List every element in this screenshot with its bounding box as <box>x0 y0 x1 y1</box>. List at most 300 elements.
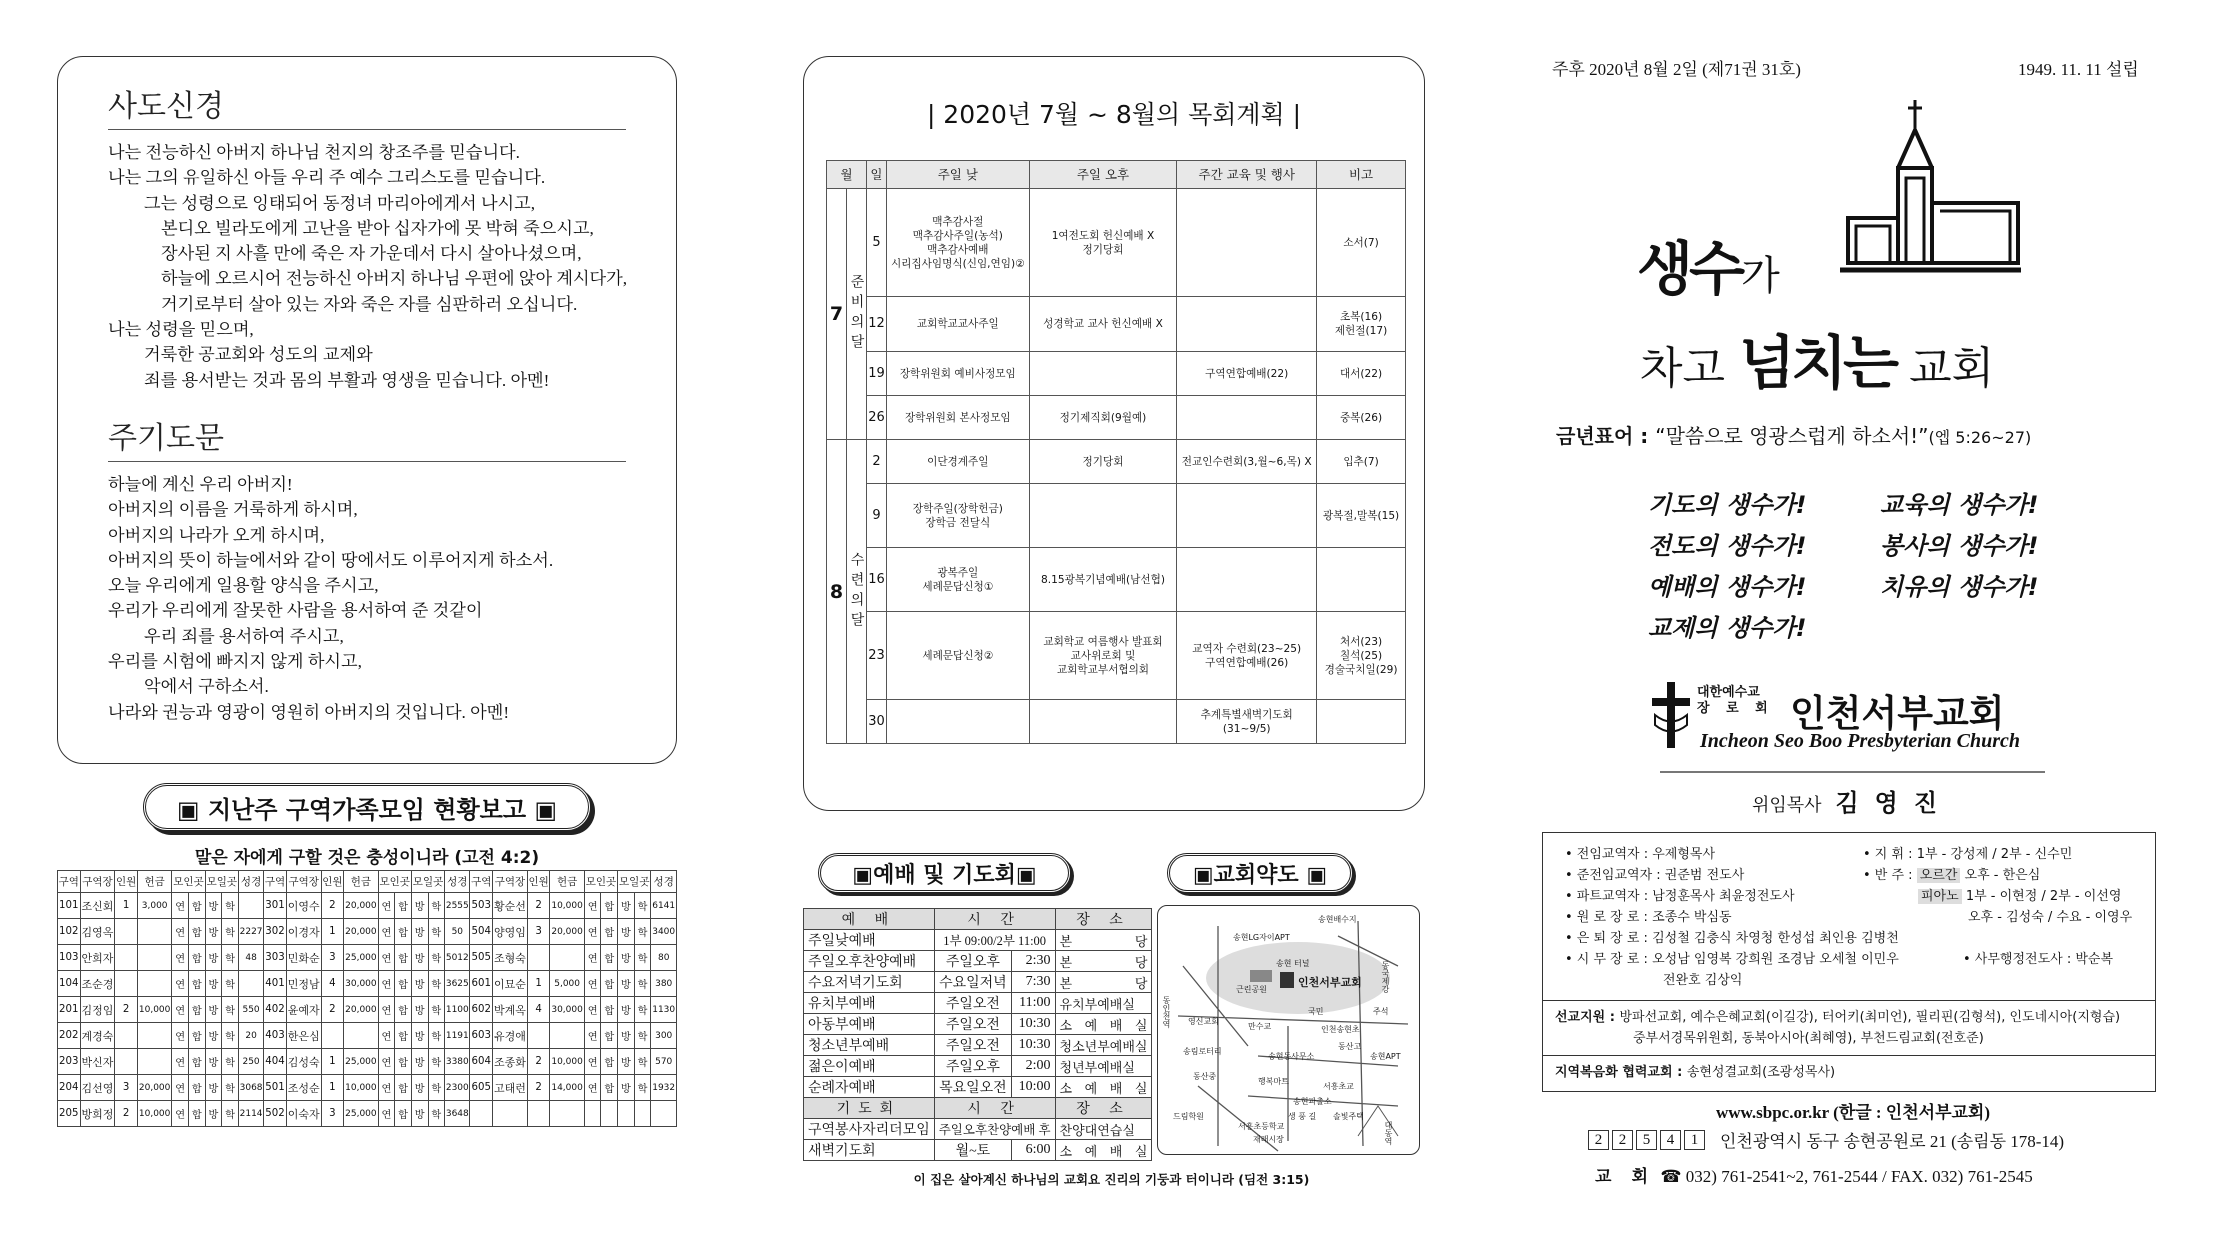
report-header-cell: 성경 <box>651 871 677 893</box>
report-cell: 방 <box>618 893 635 919</box>
report-header-cell: 구역장 <box>286 871 321 893</box>
map-label: 주석 <box>1373 1007 1389 1016</box>
local-text: 송현성결교회(조광성목사) <box>1686 1065 1836 1080</box>
issue-number: 주후 2020년 8월 2일 (제71권 31호) <box>1552 60 1801 79</box>
report-cell: 학 <box>428 997 445 1023</box>
report-cell: 학 <box>428 1075 445 1101</box>
report-cell: 605 <box>470 1075 493 1101</box>
report-cell: 황순선 <box>493 893 528 919</box>
report-cell: 6141 <box>651 893 677 919</box>
worship-cell: 아동부예배 <box>804 1014 935 1035</box>
report-cell: 학 <box>634 1075 651 1101</box>
schedule-item: 초복(16) <box>1339 311 1383 323</box>
report-row <box>58 1023 677 1049</box>
report-cell: 20,000 <box>344 997 378 1023</box>
schedule-am-cell <box>886 440 1029 484</box>
schedule-day: 26 <box>866 396 886 440</box>
report-cell: 14,000 <box>550 1075 584 1101</box>
report-cell: 연 <box>378 945 395 971</box>
schedule-day: 19 <box>866 352 886 396</box>
report-cell: 김정임 <box>80 997 115 1023</box>
schedule-row <box>827 189 1406 297</box>
schedule-item: 정기당회 <box>1082 455 1124 468</box>
mission-line: 중부서경목위원회, 동북아시아(최혜영), 부천드림교회(전호준) <box>1633 1031 1984 1046</box>
report-cell: 연 <box>378 1101 395 1127</box>
schedule-row <box>827 352 1406 396</box>
report-cell: 4 <box>321 971 344 997</box>
schedule-row <box>827 297 1406 352</box>
report-row <box>58 945 677 971</box>
worship-cell: 소 예 배 실 <box>1055 1077 1152 1098</box>
report-cell: 3400 <box>651 919 677 945</box>
schedule-week-cell <box>1177 352 1317 396</box>
zip-digit: 5 <box>1636 1130 1657 1150</box>
prayer-slogan: 전도의 생수가! <box>1648 532 1807 560</box>
phone-line <box>1595 1162 2033 1187</box>
schedule-am-cell <box>886 352 1029 396</box>
report-cell: 연 <box>584 997 601 1023</box>
map-label: 송현LG자이APT <box>1233 933 1290 942</box>
creed-line: 거기로부터 살아 있는 자와 죽은 자를 심판하러 오십니다. <box>161 294 578 314</box>
schedule-item: 8.15광복기념예배(남선협) <box>1041 573 1165 586</box>
report-cell: 학 <box>634 1049 651 1075</box>
schedule-header: 주일 오후 <box>1029 161 1177 189</box>
local-church-line <box>1555 1063 1835 1083</box>
report-cell: 합 <box>395 971 412 997</box>
worship-cell: 7:30 <box>1012 972 1056 993</box>
prayer-line: 아버지의 뜻이 하늘에서와 같이 땅에서도 이루어지게 하소서. <box>108 550 554 570</box>
report-cell: 학 <box>634 971 651 997</box>
report-cell: 2300 <box>445 1075 470 1101</box>
report-row <box>58 1101 677 1127</box>
report-cell: 3 <box>321 945 344 971</box>
creed-line: 나는 전능하신 아버지 하나님 천지의 창조주를 믿습니다. <box>108 143 520 162</box>
worship-cell: 유치부예배 <box>804 993 935 1014</box>
report-cell: 합 <box>395 1075 412 1101</box>
zip-digit: 2 <box>1612 1130 1633 1150</box>
schedule-header: 일 <box>866 161 886 189</box>
report-cell: 연 <box>378 893 395 919</box>
report-cell: 연 <box>172 945 189 971</box>
schedule-item: 장학위원회 예비사정모임 <box>899 367 1016 380</box>
local-label: 지역복음화 협력교회 : <box>1555 1065 1687 1080</box>
worship-cell: 젊은이예배 <box>804 1056 935 1077</box>
schedule-note-cell <box>1317 297 1406 352</box>
schedule-am-cell <box>886 484 1029 548</box>
map-label: 인천송현초 <box>1321 1025 1360 1034</box>
report-cell: 2 <box>527 893 550 919</box>
schedule-week-cell <box>1177 189 1317 297</box>
mission-label: 선교지원 : <box>1555 1010 1620 1025</box>
worship-header-row <box>804 909 1152 930</box>
schedule-item: 성경학교 교사 헌신예배 X <box>1043 318 1163 330</box>
report-cell: 1191 <box>445 1023 470 1049</box>
report-cell: 합 <box>601 893 618 919</box>
report-cell: 1 <box>527 971 550 997</box>
report-cell <box>137 919 171 945</box>
report-header-cell: 모인곳 <box>172 871 205 893</box>
report-cell: 계경숙 <box>80 1023 115 1049</box>
map-label: 대동역 <box>1384 1121 1393 1145</box>
schedule-note-cell <box>1317 548 1406 612</box>
report-cell <box>527 1023 550 1049</box>
schedule-week-cell <box>1177 548 1317 612</box>
report-cell: 250 <box>238 1049 263 1075</box>
report-verse: 말은 자에게 구할 것은 충성이니라 (고전 4:2) <box>194 848 540 868</box>
report-cell: 방 <box>205 919 222 945</box>
map-title: ▣교회약도 ▣ <box>1167 853 1353 893</box>
report-cell <box>527 945 550 971</box>
report-cell <box>527 1101 550 1127</box>
slogan-line2 <box>1640 316 1994 400</box>
schedule-day: 12 <box>866 297 886 352</box>
report-cell: 5,000 <box>550 971 584 997</box>
report-cell: 1 <box>115 893 138 919</box>
creed-line: 거룩한 공교회와 성도의 교제와 <box>144 345 373 365</box>
staff-line: • 사무행정전도사 : 박순복 <box>1963 952 2114 967</box>
report-cell: 5012 <box>445 945 470 971</box>
report-cell: 48 <box>238 945 263 971</box>
report-cell: 조순경 <box>80 971 115 997</box>
schedule-item: 추계특별새벽기도회(31~9/5) <box>1200 708 1293 735</box>
report-cell: 방 <box>618 997 635 1023</box>
map-label: 동산중 <box>1193 1072 1217 1081</box>
report-cell: 204 <box>58 1075 81 1101</box>
schedule-row <box>827 612 1406 700</box>
mission-line <box>1555 1008 2120 1028</box>
schedule-week-cell <box>1177 612 1317 700</box>
map-label: 행복마트 <box>1258 1077 1289 1086</box>
creed-line: 장사된 지 사흘 만에 죽은 자 가운데서 다시 살아나셨으며, <box>161 244 582 264</box>
report-cell: 3648 <box>445 1101 470 1127</box>
schedule-item: 장학주일(장학헌금) <box>912 502 1003 515</box>
report-cell: 합 <box>189 945 206 971</box>
report-cell: 조성순 <box>286 1075 321 1101</box>
schedule-am-cell <box>886 396 1029 440</box>
piano-badge: 피아노 <box>1918 889 1962 904</box>
report-cell: 20,000 <box>550 919 584 945</box>
report-cell: 방 <box>205 1101 222 1127</box>
report-cell: 합 <box>601 1023 618 1049</box>
report-cell: 학 <box>222 1049 239 1075</box>
schedule-week-cell <box>1177 440 1317 484</box>
schedule-pm-cell <box>1029 440 1177 484</box>
report-cell: 3 <box>321 1101 344 1127</box>
report-cell: 3,000 <box>137 893 171 919</box>
report-cell <box>651 1101 677 1127</box>
schedule-item: 교사위로회 및 <box>1070 649 1136 662</box>
report-cell: 104 <box>58 971 81 997</box>
report-cell: 연 <box>584 893 601 919</box>
worship-cell: 새벽기도회 <box>804 1140 935 1161</box>
report-cell: 방 <box>618 945 635 971</box>
report-cell: 학 <box>428 893 445 919</box>
report-cell: 103 <box>58 945 81 971</box>
worship-row <box>804 1035 1152 1056</box>
report-cell: 학 <box>222 1023 239 1049</box>
worship-cell: 수요저녁기도회 <box>804 972 935 993</box>
worship-cell: 10:30 <box>1012 1035 1056 1056</box>
map-label: 재래시장 <box>1253 1135 1284 1144</box>
report-cell <box>550 945 584 971</box>
report-cell: 570 <box>651 1049 677 1075</box>
report-cell: 합 <box>189 1049 206 1075</box>
report-cell: 방 <box>205 1075 222 1101</box>
report-cell: 25,000 <box>344 1101 378 1127</box>
schedule-item: 맥추감사주일(농석) <box>912 229 1003 242</box>
worship-cell: 2:00 <box>1012 1056 1056 1077</box>
report-cell: 303 <box>264 945 287 971</box>
report-header-cell: 모인곳 <box>584 871 617 893</box>
report-cell: 380 <box>651 971 677 997</box>
staff-line: • 시 무 장 로 : 오성남 임영복 강희원 조경남 오세철 이민우 <box>1565 952 1899 967</box>
report-cell: 501 <box>264 1075 287 1101</box>
worship-cell: 본 당 <box>1055 930 1152 951</box>
church-map[interactable] <box>1157 905 1420 1155</box>
schedule-item: 광복절,말복(15) <box>1322 509 1400 522</box>
report-cell: 연 <box>172 971 189 997</box>
schedule-am-cell <box>886 297 1029 352</box>
report-cell: 유경애 <box>493 1023 528 1049</box>
address-line <box>1588 1127 2064 1152</box>
map-label: 동산고 <box>1338 1042 1362 1051</box>
schedule-item: 구역연합예배(22) <box>1205 367 1289 380</box>
slogan-word: 넘치는 <box>1739 329 1896 397</box>
report-cell: 연 <box>378 1075 395 1101</box>
schedule-week-cell <box>1177 297 1317 352</box>
website[interactable] <box>1546 1098 2160 1123</box>
prayer-line: 하늘에 계신 우리 아버지! <box>108 474 293 494</box>
worship-row <box>804 951 1152 972</box>
report-cell: 2 <box>527 1075 550 1101</box>
worship-cell: 주일오전 <box>934 1035 1011 1056</box>
prayer-slogan: 교제의 생수가! <box>1648 614 1807 642</box>
worship-header: 장 소 <box>1055 1098 1152 1119</box>
report-table <box>57 870 677 1127</box>
schedule-item: 장학위원회 본사정모임 <box>904 411 1011 424</box>
report-header-cell: 성경 <box>445 871 470 893</box>
report-cell: 김성숙 <box>286 1049 321 1075</box>
map-label: 서흥초등학교 <box>1238 1122 1285 1131</box>
schedule-item: 세례문답신청② <box>922 649 994 662</box>
worship-cell: 수요일저녁 <box>934 972 1011 993</box>
staff-line: • 준전임교역자 : 권준범 전도사 <box>1565 868 1745 883</box>
report-cell: 1130 <box>651 997 677 1023</box>
report-cell: 학 <box>634 893 651 919</box>
prayer-slogan: 기도의 생수가! <box>1648 491 1807 519</box>
worship-header-row <box>804 1098 1152 1119</box>
worship-header: 장 소 <box>1055 909 1152 930</box>
report-cell: 학 <box>428 919 445 945</box>
website-note: (한글 : 인천서부교회) <box>1828 1103 1990 1122</box>
report-cell: 학 <box>222 919 239 945</box>
report-cell: 550 <box>238 997 263 1023</box>
report-cell: 502 <box>264 1101 287 1127</box>
report-cell: 10,000 <box>550 1049 584 1075</box>
report-header-cell: 인원 <box>527 871 550 893</box>
report-cell: 2555 <box>445 893 470 919</box>
report-cell <box>115 919 138 945</box>
report-row <box>58 1075 677 1101</box>
map-label: 생 풍 길 <box>1288 1112 1317 1121</box>
report-cell: 603 <box>470 1023 493 1049</box>
report-cell: 505 <box>470 945 493 971</box>
staff-line: • 지 휘 : 1부 - 강성제 / 2부 - 신수민 <box>1863 847 2073 862</box>
staff-line: • 파트교역자 : 남정훈목사 최윤정전도사 <box>1565 889 1795 904</box>
worship-cell: 10:30 <box>1012 1014 1056 1035</box>
report-header-cell: 헌금 <box>344 871 378 893</box>
report-cell <box>137 1023 171 1049</box>
creed-line: 하늘에 오르시어 전능하신 아버지 하나님 우편에 앉아 계시다가, <box>161 269 628 289</box>
map-label: 근린공원 <box>1236 985 1267 994</box>
report-cell: 학 <box>428 1023 445 1049</box>
report-cell: 연 <box>584 1049 601 1075</box>
staff-line <box>1918 887 2121 907</box>
yearly-motto <box>1556 420 2031 449</box>
report-cell: 3380 <box>445 1049 470 1075</box>
report-cell: 205 <box>58 1101 81 1127</box>
report-cell: 604 <box>470 1049 493 1075</box>
report-cell: 4 <box>527 997 550 1023</box>
report-cell: 합 <box>601 1075 618 1101</box>
report-cell: 201 <box>58 997 81 1023</box>
map-label: 드림학원 <box>1173 1112 1204 1121</box>
report-cell: 방 <box>205 997 222 1023</box>
worship-cell: 주일오후찬양예배 <box>804 951 935 972</box>
report-cell <box>470 1101 493 1127</box>
worship-cell: 6:00 <box>1012 1140 1056 1161</box>
schedule-item: 구역연합예배(26) <box>1205 656 1289 669</box>
worship-cell: 주일오후 <box>934 1056 1011 1077</box>
organ-name: 오후 - 한은심 <box>1960 868 2041 883</box>
schedule-row <box>827 396 1406 440</box>
creed-line: 본디오 빌라도에게 고난을 받아 십자가에 못 박혀 죽으시고, <box>161 218 594 238</box>
organ-badge: 오르간 <box>1917 868 1961 883</box>
report-cell: 2114 <box>238 1101 263 1127</box>
schedule-header: 주간 교육 및 행사 <box>1177 161 1317 189</box>
report-cell: 404 <box>264 1049 287 1075</box>
report-cell <box>321 1023 344 1049</box>
report-cell: 한은심 <box>286 1023 321 1049</box>
schedule-am-cell <box>886 700 1029 744</box>
schedule-item: 처서(23) <box>1339 635 1383 648</box>
pastor-name: 김영진 <box>1835 789 1954 817</box>
report-header-cell: 구역 <box>470 871 493 893</box>
report-cell <box>137 945 171 971</box>
report-cell: 102 <box>58 919 81 945</box>
creed-line: 죄를 용서받는 것과 몸의 부활과 영생을 믿습니다. 아멘! <box>144 370 550 390</box>
report-cell: 연 <box>584 971 601 997</box>
report-cell: 203 <box>58 1049 81 1075</box>
report-cell <box>115 971 138 997</box>
report-header-cell: 헌금 <box>550 871 584 893</box>
report-cell: 방 <box>411 971 428 997</box>
report-header-cell: 모일곳 <box>205 871 238 893</box>
report-cell: 1 <box>321 1049 344 1075</box>
report-cell: 1 <box>321 919 344 945</box>
schedule-item: 장학금 전달식 <box>925 516 991 529</box>
report-header-cell: 인원 <box>115 871 138 893</box>
worship-table <box>803 908 1152 1161</box>
schedule-week-cell <box>1177 484 1317 548</box>
creed-line: 그는 성령으로 잉태되어 동정녀 마리아에게서 나시고, <box>144 193 536 213</box>
report-header-cell: 구역 <box>58 871 81 893</box>
report-cell: 2 <box>115 1101 138 1127</box>
report-cell: 20 <box>238 1023 263 1049</box>
report-cell: 민정남 <box>286 971 321 997</box>
staff-box <box>1542 832 2156 1092</box>
schedule-day: 30 <box>866 700 886 744</box>
worship-cell: 찬양대연습실 <box>1055 1119 1152 1140</box>
worship-row <box>804 1056 1152 1077</box>
report-cell: 방 <box>205 1049 222 1075</box>
schedule-item: 칠석(25) <box>1339 649 1383 662</box>
schedule-item: 소서(7) <box>1343 236 1379 249</box>
slogan-line1 <box>1637 222 1780 306</box>
staff-line: • 은 퇴 장 로 : 김성철 김충식 차영청 한성섭 최인용 김병천 <box>1565 931 1899 946</box>
report-cell: 연 <box>172 919 189 945</box>
report-cell: 30,000 <box>344 971 378 997</box>
pastor-label: 위임목사 <box>1751 795 1822 816</box>
report-cell: 연 <box>172 1075 189 1101</box>
staff-line <box>1863 866 2040 886</box>
report-cell: 이묘순 <box>493 971 528 997</box>
website-url[interactable]: www.sbpc.or.kr <box>1716 1103 1829 1122</box>
address-text: 인천광역시 동구 송현공원로 21 (송림동 178-14) <box>1720 1132 2065 1151</box>
report-cell: 학 <box>634 945 651 971</box>
report-cell: 1100 <box>445 997 470 1023</box>
worship-cell: 소 예 배 실 <box>1055 1014 1152 1035</box>
prayer-slogan: 치유의 생수가! <box>1880 573 2039 601</box>
report-cell: 302 <box>264 919 287 945</box>
report-cell <box>601 1101 618 1127</box>
report-cell <box>115 945 138 971</box>
schedule-day: 2 <box>866 440 886 484</box>
report-cell: 이경자 <box>286 919 321 945</box>
report-cell: 연 <box>584 919 601 945</box>
report-cell: 20,000 <box>344 919 378 945</box>
schedule-item: 경술국치일(29) <box>1324 663 1398 676</box>
report-cell: 합 <box>189 1023 206 1049</box>
report-cell: 방 <box>411 1049 428 1075</box>
worship-cell: 1부 09:00/2부 11:00 <box>934 930 1055 951</box>
schedule-theme: 수련의달 <box>846 440 866 744</box>
report-cell: 방 <box>618 919 635 945</box>
schedule-theme: 준비의달 <box>846 189 866 440</box>
report-cell: 3 <box>115 1075 138 1101</box>
report-cell: 80 <box>651 945 677 971</box>
staff-line: 오후 - 김성숙 / 수요 - 이영우 <box>1968 910 2133 925</box>
schedule-row <box>827 548 1406 612</box>
map-label: 만수교 <box>1248 1022 1272 1031</box>
report-cell: 연 <box>378 971 395 997</box>
report-cell: 학 <box>222 1075 239 1101</box>
schedule-note-cell <box>1317 484 1406 548</box>
schedule-item: 중복(26) <box>1339 411 1383 424</box>
report-cell <box>550 1023 584 1049</box>
report-cell: 합 <box>189 997 206 1023</box>
schedule-note-cell <box>1317 189 1406 297</box>
phone-number[interactable]: ☎ 032) 761-2541~2, 761-2544 / FAX. 032) 761-2545 <box>1660 1167 2033 1186</box>
report-cell: 방 <box>205 1023 222 1049</box>
report-cell: 방 <box>205 971 222 997</box>
report-cell: 방 <box>411 919 428 945</box>
report-header-cell: 모인곳 <box>378 871 411 893</box>
established-date: 1949. 11. 11 설립 <box>2018 60 2139 79</box>
report-cell: 연 <box>584 945 601 971</box>
worship-header: 예 배 <box>804 909 935 930</box>
schedule-day: 23 <box>866 612 886 700</box>
